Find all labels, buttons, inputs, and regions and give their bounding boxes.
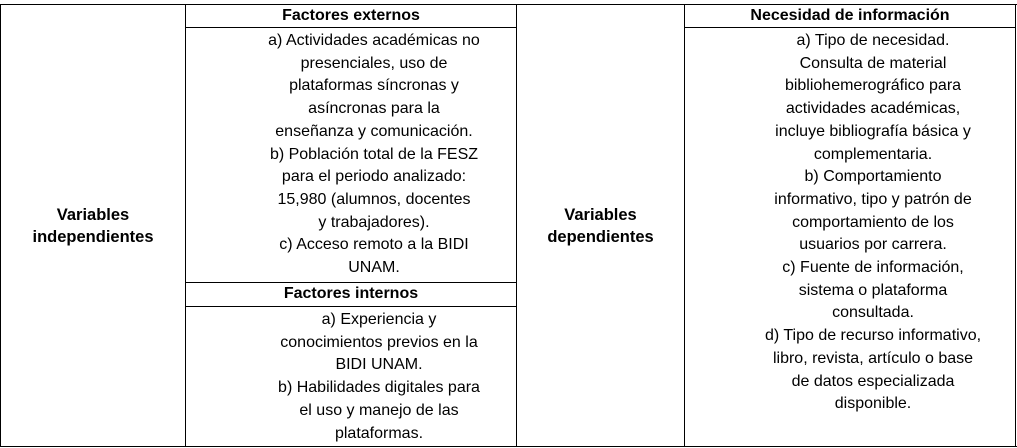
list-item: plataformas. [334,424,424,442]
list-item: c) Acceso remoto a la BIDI [279,236,469,254]
list-item: c) Fuente de información, [782,259,964,277]
list-item: presenciales, uso de [300,54,448,72]
list-item: enseñanza y comunicación. [275,122,473,140]
list-item: b) Habilidades digitales para [278,379,480,397]
list-item: UNAM. [348,259,400,277]
list-item: usuarios por carrera. [799,236,947,254]
list-item: 15,980 (alumnos, docentes [277,190,471,208]
internal-heading-divider [185,306,517,307]
internal-section-top [185,282,517,283]
list-item: asíncronas para la [308,100,440,118]
list-item: para el periodo analizado: [281,168,467,186]
col-divider-1 [185,4,186,447]
list-item: informativo, tipo y patrón de [774,190,972,208]
list-item: conocimientos previos en la [280,333,478,351]
independent-label-line2: independientes [32,227,154,246]
independent-label-line1: Variables [56,205,130,224]
info-heading-divider [684,27,1016,28]
list-item: Consulta de material [799,54,947,72]
dependent-label-line1: Variables [564,205,637,224]
list-item: plataformas síncronas y [289,77,459,95]
list-item: sistema o plataforma [798,281,948,299]
list-item: b) Población total de la FESZ [269,145,479,163]
list-item: BIDI UNAM. [335,356,423,374]
list-item: a) Actividades académicas no [268,32,480,49]
dependent-variables-label [517,4,684,447]
external-heading-divider [185,27,517,28]
external-factors-heading: Factores externos [282,7,420,24]
list-item: el uso y manejo de las [299,401,459,419]
list-item: b) Comportamiento [804,168,942,186]
list-item: complementaria. [813,145,933,163]
information-need-heading: Necesidad de información [750,7,950,24]
dependent-label-line2: dependientes [547,227,654,246]
list-item: y trabajadores). [318,213,430,231]
list-item: d) Tipo de recurso informativo, [764,327,982,345]
list-item: bibliohemerográfico para [784,77,962,95]
list-item: a) Tipo de necesidad. [796,32,950,49]
independent-variables-label [1,4,185,447]
list-item: libro, revista, artículo o base [772,349,974,367]
internal-factors-heading: Factores internos [283,285,419,302]
external-factors-list [224,30,524,280]
col-divider-3 [684,4,685,447]
internal-factors-list [234,309,524,445]
list-item: a) Experiencia y [321,311,437,328]
list-item: actividades académicas, [785,100,961,118]
list-item: disponible. [834,395,912,413]
information-need-list [727,30,1017,416]
list-item: consultada. [832,304,914,322]
list-item: incluye bibliografía básica y [775,122,971,140]
list-item: comportamiento de los [792,213,954,231]
list-item: de datos especializada [791,372,955,390]
